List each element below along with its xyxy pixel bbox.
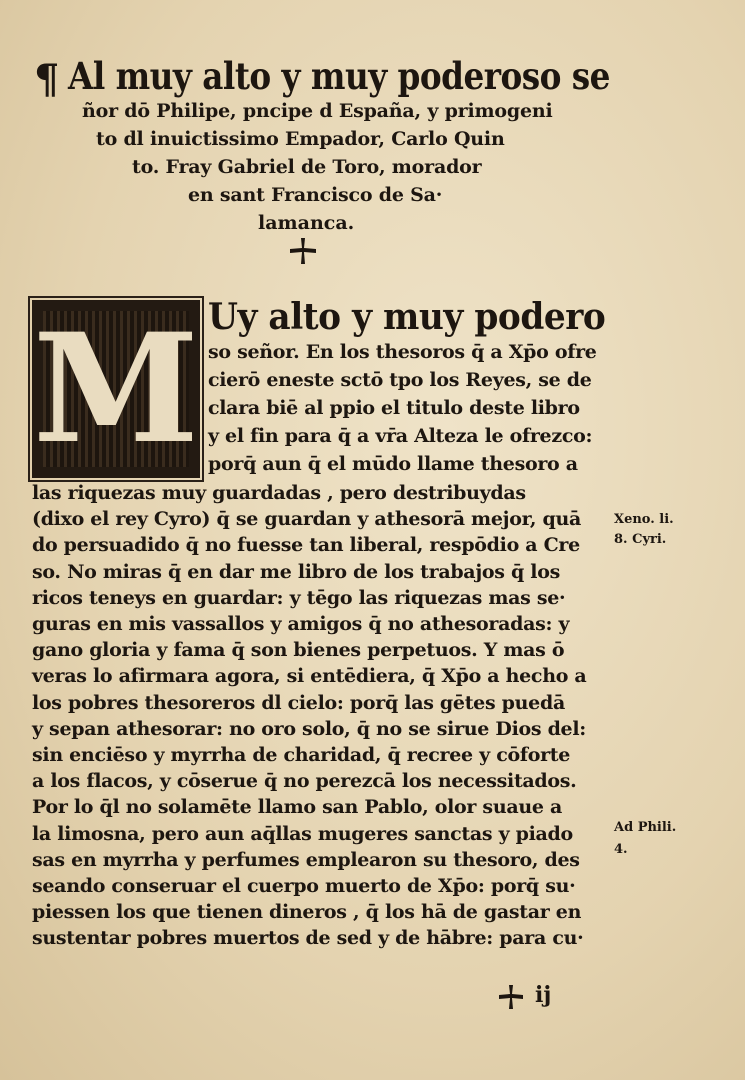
margin-note-xeno-1: Xeno. li. — [614, 512, 674, 527]
text-line: porq̄ aun q̄ el mūdo llame thesoro a — [208, 453, 578, 475]
text-line: guras en mis vassallos y amigos q̄ no athesoradas: y — [32, 613, 570, 635]
heading-line-1: Al muy alto y muy poderoso se — [68, 54, 610, 98]
text-line: so señor. En los thesoros q̄ a Xp̄o ofre — [208, 341, 597, 363]
heading-line-5: en sant Francisco de Sa· — [188, 184, 443, 206]
text-line: seando conseruar el cuerpo muerto de Xp̄o: porq̄ su· — [32, 875, 576, 897]
pilcrow-mark: ¶ — [34, 56, 60, 103]
text-line: sas en myrrha y perfumes emplearon su thesoro, des — [32, 848, 580, 871]
text-first-line: Uy alto y muy podero — [208, 296, 606, 338]
margin-note-xeno-2: 8. Cyri. — [614, 532, 667, 547]
heading-line-3: to dl inuictissimo Empador, Carlo Quin — [96, 128, 505, 150]
text-line: Por lo q̄l no solamēte llamo san Pablo, olor suaue a — [32, 796, 562, 819]
text-line: clara biē al ppio el titulo deste libro — [208, 397, 580, 419]
heading-line-4: to. Fray Gabriel de Toro, morador — [132, 156, 482, 178]
cross-ornament-icon — [288, 236, 318, 266]
text-line: so. No miras q̄ en dar me libro de los trabajos q̄ los — [32, 560, 560, 583]
text-line: la limosna, pero aun aq̄llas mugeres sanctas y piado — [32, 822, 573, 845]
heading-line-2: ñor dō Philipe, pncipe d España, y primogeni — [82, 100, 553, 122]
margin-note-phili-1: Ad Phili. — [614, 820, 677, 835]
signature-mark: ij — [535, 982, 552, 1008]
text-line: piessen los que tienen dineros , q̄ los hā de gastar en — [32, 901, 582, 924]
heading-line-6: lamanca. — [258, 212, 355, 234]
text-line: sustentar pobres muertos de sed y de hābre: para cu· — [32, 927, 584, 950]
text-line: veras lo afirmara agora, si entēdiera, q̄ Xp̄o a hecho a — [32, 665, 587, 688]
signature-cross-icon — [498, 984, 524, 1010]
decorated-initial — [32, 300, 200, 478]
text-line: y sepan athesorar: no oro solo, q̄ no se sirue Dios del: — [32, 717, 586, 740]
text-line: las riquezas muy guardadas , pero destribuydas — [32, 482, 526, 504]
text-line: y el fin para q̄ a vr̄a Alteza le ofrezco: — [208, 425, 593, 447]
text-line: ricos teneys en guardar: y tēgo las riquezas mas se· — [32, 586, 566, 609]
margin-note-phili-2: 4. — [614, 842, 628, 857]
text-line: (dixo el rey Cyro) q̄ se guardan y athesorā mejor, quā — [32, 508, 582, 531]
text-line: sin enciēso y myrrha de charidad, q̄ recree y cōforte — [32, 744, 571, 766]
text-line: cierō eneste sctō tpo los Reyes, se de — [208, 369, 592, 391]
initial-letter: M — [32, 301, 200, 477]
text-line: gano gloria y fama q̄ son bienes perpetuos. Y mas ō — [32, 639, 565, 662]
text-line: do persuadido q̄ no fuesse tan liberal, respōdio a Cre — [32, 534, 580, 557]
text-line: los pobres thesoreros dl cielo: porq̄ las gētes puedā — [32, 691, 565, 714]
text-line: a los flacos, y cōserue q̄ no perezcā los necessitados. — [32, 770, 577, 793]
